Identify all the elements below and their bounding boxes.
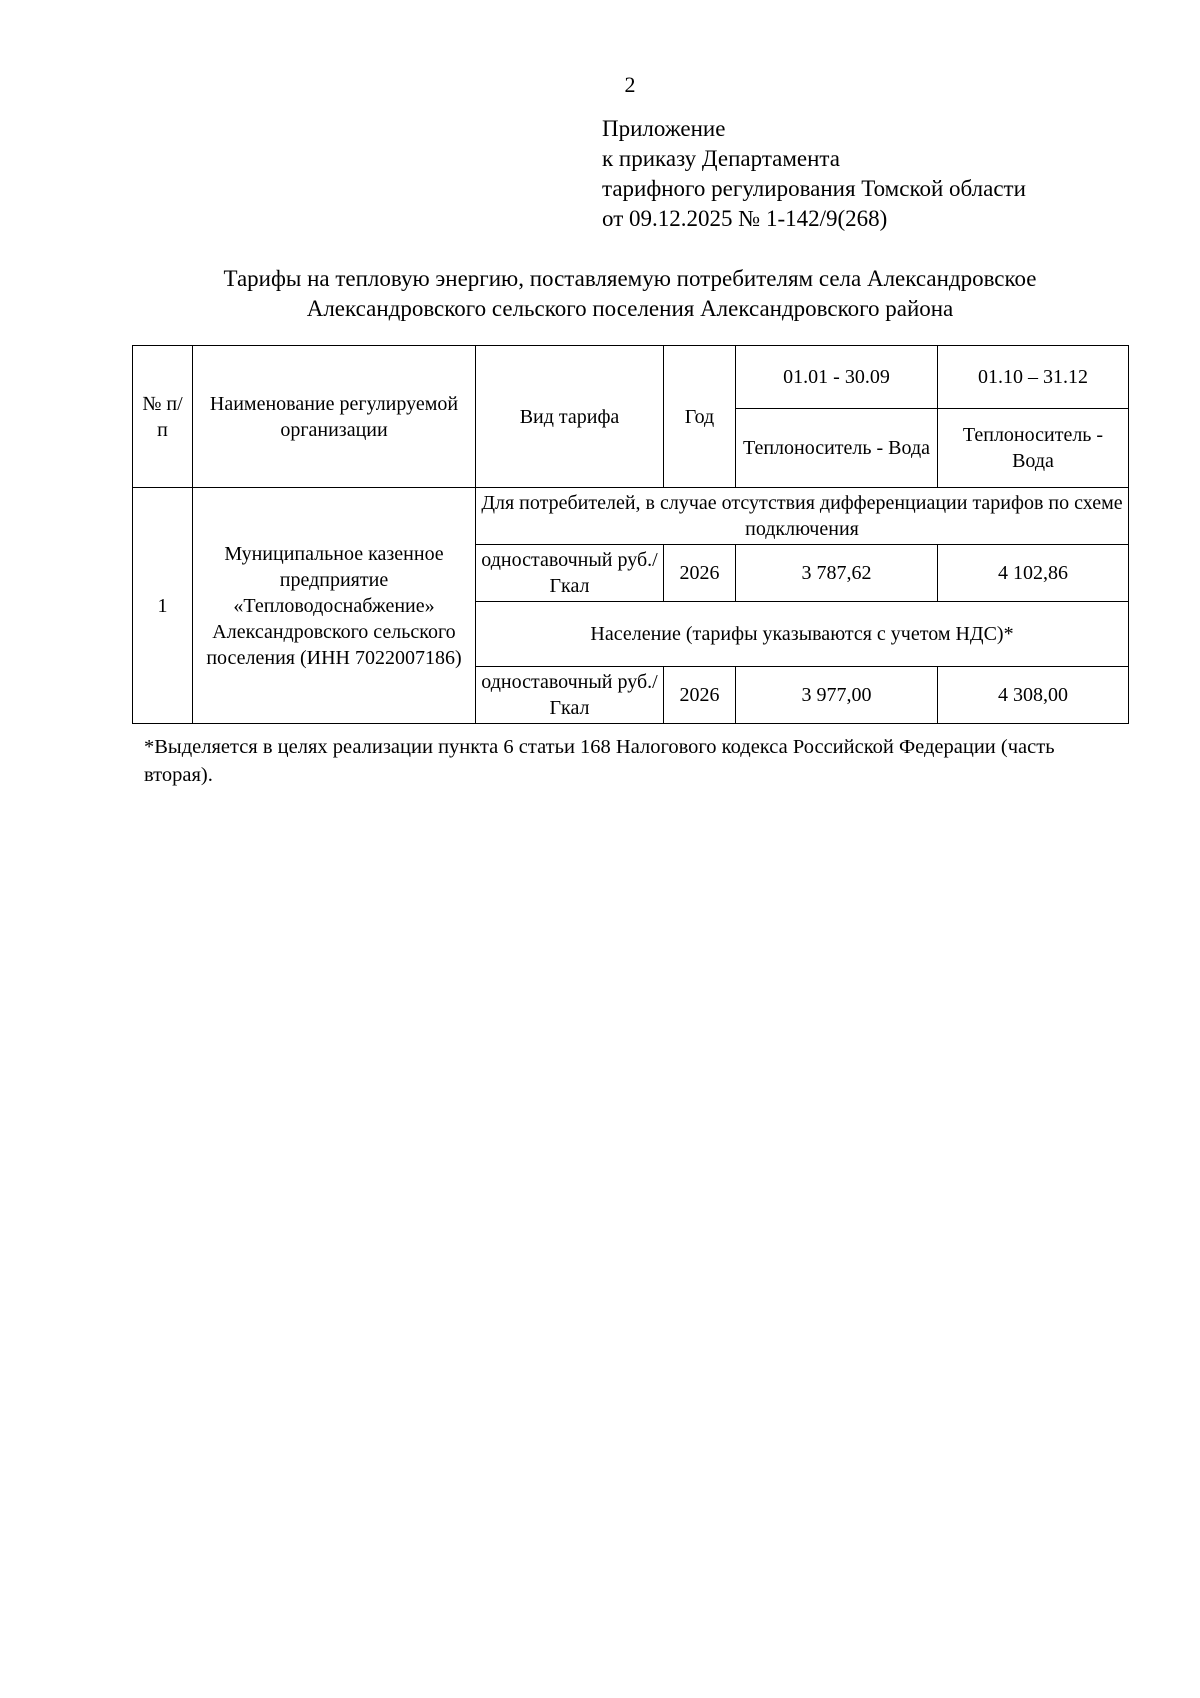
tariff-value-period-1: 3 977,00 bbox=[736, 667, 938, 724]
tariff-type-cell: одноставочный руб./Гкал bbox=[476, 667, 664, 724]
row-number: 1 bbox=[133, 488, 193, 724]
header-number: № п/п bbox=[133, 346, 193, 488]
title-line-2: Александровского сельского поселения Александровского района bbox=[306, 296, 954, 321]
header-tariff-type: Вид тарифа bbox=[476, 346, 664, 488]
header-period-2: 01.10 – 31.12 bbox=[938, 346, 1129, 409]
tariff-table bbox=[132, 345, 1129, 724]
appendix-line-3: тарифного регулирования Томской области bbox=[602, 176, 1026, 201]
document-title bbox=[130, 264, 1130, 324]
section-consumers: Для потребителей, в случае отсутствия дифференциации тарифов по схеме подключения bbox=[476, 488, 1129, 545]
table-row bbox=[133, 488, 1129, 545]
footnote: *Выделяется в целях реализации пункта 6 статьи 168 Налогового кодекса Российской Федерации (часть вторая). bbox=[144, 736, 1055, 786]
appendix-line-1: Приложение bbox=[602, 116, 726, 141]
appendix-line-2: к приказу Департамента bbox=[602, 146, 840, 171]
year-cell: 2026 bbox=[664, 545, 736, 602]
header-organization: Наименование регулируемой организации bbox=[193, 346, 476, 488]
header-carrier-2: Теплоноситель - Вода bbox=[938, 409, 1129, 488]
appendix-line-4: от 09.12.2025 № 1-142/9(268) bbox=[602, 206, 888, 231]
header-period-1: 01.01 - 30.09 bbox=[736, 346, 938, 409]
tariff-value-period-2: 4 308,00 bbox=[938, 667, 1129, 724]
table-header-row-1 bbox=[133, 346, 1129, 409]
header-year: Год bbox=[664, 346, 736, 488]
year-cell: 2026 bbox=[664, 667, 736, 724]
header-carrier-1: Теплоноситель - Вода bbox=[736, 409, 938, 488]
title-line-1: Тарифы на тепловую энергию, поставляемую потребителям села Александровское bbox=[223, 266, 1037, 291]
tariff-type-cell: одноставочный руб./Гкал bbox=[476, 545, 664, 602]
section-population: Население (тарифы указываются с учетом НДС)* bbox=[476, 602, 1129, 667]
page-number: 2 bbox=[624, 72, 636, 97]
organization-name: Муниципальное казенное предприятие «Тепловодоснабжение» Александровского сельского поселения (ИНН 7022007186) bbox=[193, 488, 476, 724]
tariff-value-period-1: 3 787,62 bbox=[736, 545, 938, 602]
appendix-block bbox=[602, 114, 1026, 234]
tariff-value-period-2: 4 102,86 bbox=[938, 545, 1129, 602]
